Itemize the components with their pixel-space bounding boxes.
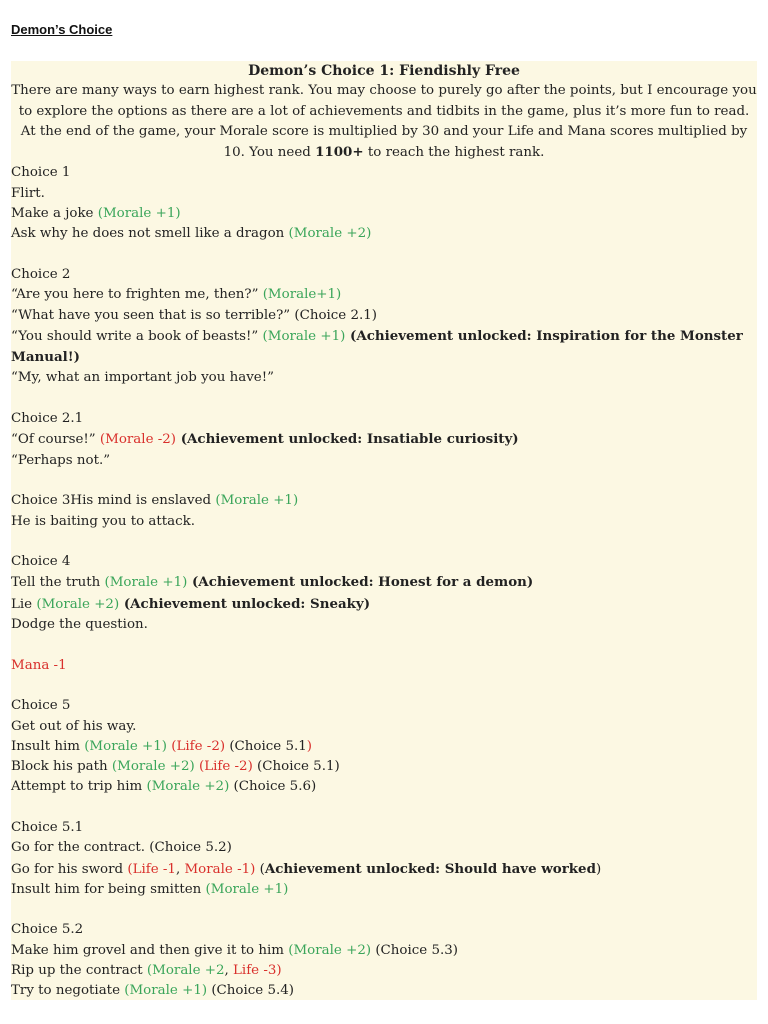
choice-5-2-option: Make him grovel and then give it to him (Morale +2) (Choice 5.3) xyxy=(11,942,458,958)
choice-1-option: Make a joke (Morale +1) xyxy=(11,206,181,222)
choice-4-option: Dodge the question. xyxy=(11,617,148,633)
choice-5-option: Block his path (Morale +2) (Life -2) (Choice 5.1) xyxy=(11,759,340,775)
choice-2-option: “You should write a book of beasts!” (Morale +1) (Achievement unlocked: Inspiration for the Monster Manual!) xyxy=(11,327,743,366)
guide-heading: Demon’s Choice 1: Fiendishly Free xyxy=(248,63,520,79)
choice-5-1-title: Choice 5.1 xyxy=(11,819,84,835)
choice-2-option: “Are you here to frighten me, then?” (Morale+1) xyxy=(11,287,342,303)
choice-5-option: Insult him (Morale +1) (Life -2) (Choice 5.1) xyxy=(11,738,312,754)
choice-2-title: Choice 2 xyxy=(11,266,71,282)
choice-5-2-title: Choice 5.2 xyxy=(11,922,84,938)
choice-3-title: Choice 3His mind is enslaved (Morale +1) xyxy=(11,493,299,509)
choice-2-option: “What have you seen that is so terrible?” (Choice 2.1) xyxy=(11,307,378,323)
choice-4-option: Lie (Morale +2) (Achievement unlocked: Sneaky) xyxy=(11,595,371,612)
choice-1-option: Flirt. xyxy=(11,185,45,201)
choice-1-title: Choice 1 xyxy=(11,165,71,181)
choice-5-2-option: Rip up the contract (Morale +2, Life -3) xyxy=(11,963,282,979)
intro-paragraph-2: At the end of the game, your Morale score is multiplied by 30 and your Life and Mana scores multiplied by 10. You need 1100+ to reach the highest rank. xyxy=(20,123,748,161)
intro-paragraph-1: There are many ways to earn highest rank. You may choose to purely go after the points, but I encourage you to explore the options as there are a lot of achievements and tidbits in the game, plus it’s more fun to read. xyxy=(11,83,757,119)
choice-2-1-option: “Perhaps not.” xyxy=(11,452,111,468)
guide-content xyxy=(11,61,757,1002)
choice-4-option: Tell the truth (Morale +1) (Achievement unlocked: Honest for a demon) xyxy=(11,574,534,591)
choice-2-1-option: “Of course!” (Morale -2) (Achievement unlocked: Insatiable curiosity) xyxy=(11,431,519,448)
choice-2-1-title: Choice 2.1 xyxy=(11,411,84,427)
choice-5-1-option: Insult him for being smitten (Morale +1) xyxy=(11,881,289,897)
mana-penalty: Mana -1 xyxy=(11,657,67,673)
choice-1-option: Ask why he does not smell like a dragon (Morale +2) xyxy=(11,226,372,242)
document-title: Demon’s Choice xyxy=(11,22,113,37)
choice-5-2-option: Try to negotiate (Morale +1) (Choice 5.4) xyxy=(11,983,294,999)
choice-5-option: Get out of his way. xyxy=(11,718,137,734)
choice-5-title: Choice 5 xyxy=(11,698,71,714)
choice-5-option: Attempt to trip him (Morale +2) (Choice 5.6) xyxy=(11,779,317,795)
choice-3-option: He is baiting you to attack. xyxy=(11,513,196,529)
choice-4-title: Choice 4 xyxy=(11,554,71,570)
choice-2-option: “My, what an important job you have!” xyxy=(11,370,274,386)
choice-5-1-option: Go for the contract. (Choice 5.2) xyxy=(11,840,232,856)
choice-5-1-option: Go for his sword (Life -1, Morale -1) (Achievement unlocked: Should have worked) xyxy=(11,860,602,877)
